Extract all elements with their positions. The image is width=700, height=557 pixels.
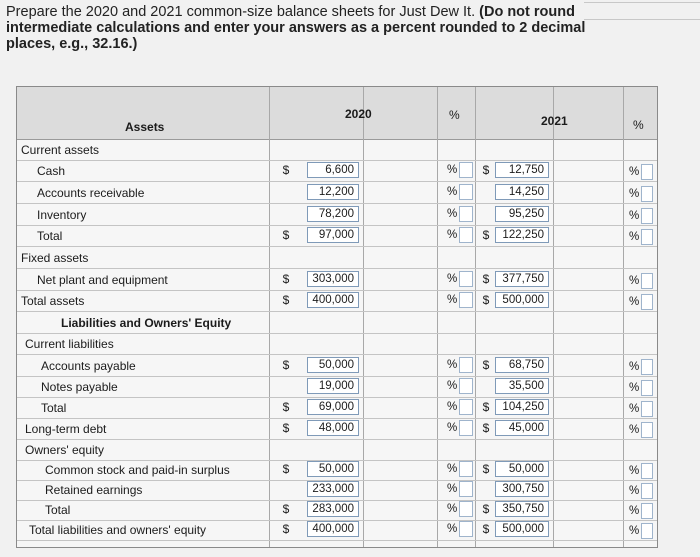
row-divider [17,311,657,312]
row-divider [17,160,657,161]
col-divider [623,87,624,547]
row-label: Common stock and paid-in surplus [45,463,230,477]
currency-2021: $ [482,272,490,286]
row-divider [17,203,657,204]
percent-2020-input[interactable] [459,227,473,243]
value-2020-field[interactable]: 283,000 [307,501,359,517]
row-divider [17,439,657,440]
row-label: Accounts receivable [37,186,145,200]
percent-2020-input[interactable] [459,357,473,373]
value-2021-field[interactable]: 95,250 [495,206,549,222]
percent-sign-2021: % [629,403,640,415]
value-2021-field[interactable]: 300,750 [495,481,549,497]
value-2021-field[interactable]: 14,250 [495,184,549,200]
percent-2020-input[interactable] [459,206,473,222]
percent-2021-input[interactable] [641,229,653,245]
row-divider [17,333,657,334]
percent-sign-2021: % [629,465,640,477]
percent-sign-2020: % [447,359,458,371]
percent-2021-input[interactable] [641,483,653,499]
currency-2020: $ [282,228,290,242]
row-divider [17,225,657,226]
col-divider [553,87,554,547]
percent-sign-2020: % [447,503,458,515]
col-divider [363,87,364,547]
value-2020-field[interactable]: 78,200 [307,206,359,222]
value-2021-field[interactable]: 377,750 [495,271,549,287]
percent-sign-2020: % [447,401,458,413]
value-2020-field[interactable]: 50,000 [307,357,359,373]
value-2020-field[interactable]: 6,600 [307,162,359,178]
percent-2020-input[interactable] [459,501,473,517]
currency-2020: $ [282,502,290,516]
value-2020-field[interactable]: 233,000 [307,481,359,497]
instructions [6,4,606,52]
percent-2021-input[interactable] [641,359,653,375]
value-2020-field[interactable]: 48,000 [307,420,359,436]
value-2020-field[interactable]: 303,000 [307,271,359,287]
percent-2021-input[interactable] [641,164,653,180]
currency-2020: $ [282,293,290,307]
currency-2021: $ [482,462,490,476]
currency-2021: $ [482,163,490,177]
percent-2021-input[interactable] [641,523,653,539]
percent-2021-input[interactable] [641,208,653,224]
currency-2021: $ [482,228,490,242]
row-label: Fixed assets [21,251,89,265]
percent-2020-input[interactable] [459,162,473,178]
row-label: Owners' equity [25,443,104,457]
value-2021-field[interactable]: 500,000 [495,292,549,308]
currency-2021: $ [482,400,490,414]
row-divider [17,418,657,419]
row-label: Current liabilities [25,337,114,351]
instructions-bold: (Do not round intermediate calculations and enter your answers as a percent rounded to 2 decimal places, e.g., 32.16.) [6,4,586,52]
value-2020-field[interactable]: 12,200 [307,184,359,200]
row-divider [17,181,657,182]
row-divider [17,354,657,355]
value-2020-field[interactable]: 400,000 [307,521,359,537]
percent-2020-input[interactable] [459,292,473,308]
balance-sheet-table [16,86,658,548]
value-2020-field[interactable]: 19,000 [307,378,359,394]
currency-2020: $ [282,462,290,476]
percent-sign-2020: % [447,273,458,285]
value-2021-field[interactable]: 35,500 [495,378,549,394]
row-divider [17,246,657,247]
percent-sign-2021: % [629,382,640,394]
percent-2021-input[interactable] [641,463,653,479]
percent-2020-input[interactable] [459,481,473,497]
row-divider [17,290,657,291]
currency-2021: $ [482,293,490,307]
percent-sign-2021: % [629,231,640,243]
value-2021-field[interactable]: 50,000 [495,461,549,477]
corner-divider [584,2,700,20]
value-2021-field[interactable]: 350,750 [495,501,549,517]
row-label: Current assets [21,143,100,157]
row-label: Cash [37,164,66,178]
row-label: Total liabilities and owners' equity [29,523,207,537]
row-divider [17,397,657,398]
value-2021-field[interactable]: 122,250 [495,227,549,243]
percent-sign-2021: % [629,505,640,517]
percent-2021-input[interactable] [641,294,653,310]
percent-2021-input[interactable] [641,401,653,417]
header-pct-2020: % [449,108,460,122]
row-label: Retained earnings [45,483,143,497]
percent-sign-2020: % [447,294,458,306]
currency-2020: $ [282,400,290,414]
percent-sign-2021: % [629,166,640,178]
percent-2020-input[interactable] [459,461,473,477]
row-label: Total [41,401,67,415]
col-divider [269,87,270,547]
col-divider [475,87,476,547]
percent-2020-input[interactable] [459,420,473,436]
percent-sign-2020: % [447,523,458,535]
row-label: Notes payable [41,380,118,394]
value-2021-field[interactable]: 104,250 [495,399,549,415]
percent-sign-2021: % [629,296,640,308]
currency-2020: $ [282,272,290,286]
percent-2020-input[interactable] [459,378,473,394]
percent-sign-2020: % [447,483,458,495]
row-label: Total assets [21,294,85,308]
currency-2021: $ [482,522,490,536]
percent-sign-2020: % [447,422,458,434]
percent-sign-2020: % [447,164,458,176]
row-divider [17,540,657,541]
currency-2020: $ [282,522,290,536]
percent-sign-2021: % [629,424,640,436]
percent-sign-2020: % [447,463,458,475]
value-2021-field[interactable]: 12,750 [495,162,549,178]
row-label: Accounts payable [41,359,136,373]
percent-sign-2021: % [629,275,640,287]
percent-sign-2021: % [629,485,640,497]
percent-sign-2020: % [447,229,458,241]
row-label: Liabilities and Owners' Equity [61,316,232,330]
percent-2021-input[interactable] [641,380,653,396]
currency-2021: $ [482,421,490,435]
percent-sign-2020: % [447,186,458,198]
currency-2021: $ [482,358,490,372]
header-pct-2021: % [633,118,644,132]
row-label: Net plant and equipment [37,273,168,287]
value-2021-field[interactable]: 45,000 [495,420,549,436]
currency-2021: $ [482,502,490,516]
value-2020-field[interactable]: 400,000 [307,292,359,308]
header-2020: 2020 [345,107,372,121]
value-2021-field[interactable]: 68,750 [495,357,549,373]
percent-2021-input[interactable] [641,186,653,202]
percent-2020-input[interactable] [459,271,473,287]
percent-sign-2020: % [447,208,458,220]
value-2020-field[interactable]: 97,000 [307,227,359,243]
col-divider [437,87,438,547]
currency-2020: $ [282,163,290,177]
instructions-text: Prepare the 2020 and 2021 common-size balance sheets for Just Dew It. [6,4,480,20]
row-divider [17,268,657,269]
header-assets: Assets [125,120,165,134]
row-label: Total [45,503,71,517]
value-2020-field[interactable]: 50,000 [307,461,359,477]
currency-2020: $ [282,421,290,435]
percent-2021-input[interactable] [641,422,653,438]
percent-2020-input[interactable] [459,521,473,537]
percent-sign-2021: % [629,525,640,537]
row-label: Total [37,229,63,243]
row-divider [17,376,657,377]
percent-2021-input[interactable] [641,503,653,519]
percent-2021-input[interactable] [641,273,653,289]
percent-sign-2020: % [447,380,458,392]
currency-2020: $ [282,358,290,372]
percent-sign-2021: % [629,210,640,222]
value-2021-field[interactable]: 500,000 [495,521,549,537]
row-label: Inventory [37,208,87,222]
header-2021: 2021 [541,114,568,128]
value-2020-field[interactable]: 69,000 [307,399,359,415]
percent-sign-2021: % [629,361,640,373]
percent-2020-input[interactable] [459,184,473,200]
percent-2020-input[interactable] [459,399,473,415]
row-label: Long-term debt [25,422,107,436]
percent-sign-2021: % [629,188,640,200]
